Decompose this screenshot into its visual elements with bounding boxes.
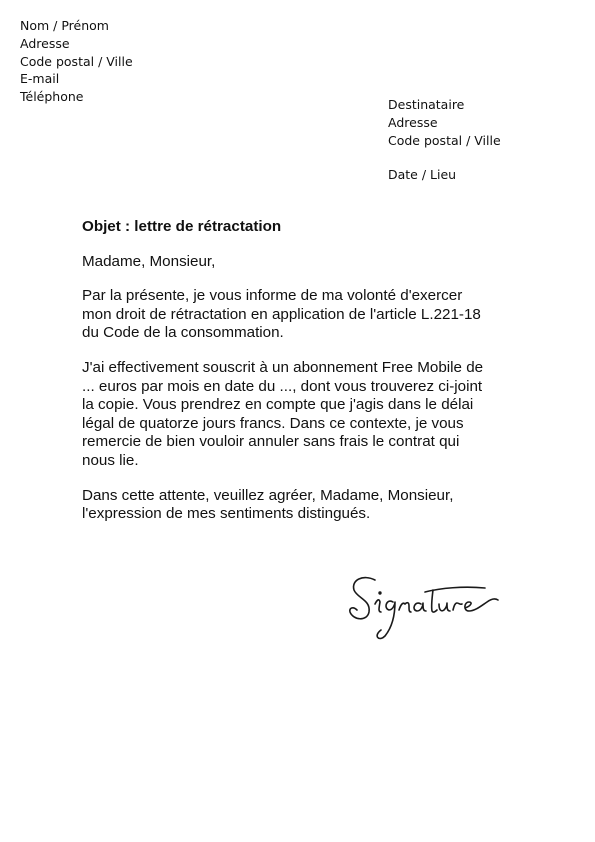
paragraph-line: Dans cette attente, veuillez agréer, Madame, Monsieur,	[82, 486, 454, 504]
recipient-block	[388, 96, 501, 149]
sender-postal-city: Code postal / Ville	[20, 53, 133, 69]
paragraph-line: nous lie.	[82, 451, 139, 469]
paragraph-line: la copie. Vous prendrez en compte que j'agis dans le délai	[82, 396, 474, 414]
paragraph-line: mon droit de rétractation en application de l'article L.221-18	[82, 305, 481, 323]
letter-body	[82, 218, 522, 540]
paragraph-line: légal de quatorze jours francs. Dans ce contexte, je vous	[82, 414, 464, 432]
salutation: Madame, Monsieur,	[82, 252, 216, 270]
paragraph-closing	[82, 487, 522, 524]
recipient-name: Destinataire	[388, 97, 465, 112]
sender-address: Adresse	[20, 35, 70, 51]
date-place: Date / Lieu	[388, 167, 457, 182]
paragraph-line: Par la présente, je vous informe de ma volonté d'exercer	[82, 287, 463, 305]
paragraph-line: du Code de la consommation.	[82, 324, 284, 342]
recipient-address: Adresse	[388, 114, 438, 130]
paragraph-subscription	[82, 359, 522, 471]
sender-block	[20, 17, 133, 106]
sender-name: Nom / Prénom	[20, 18, 109, 33]
sender-email: E-mail	[20, 71, 60, 87]
paragraph-line: l'expression de mes sentiments distingués.	[82, 505, 371, 523]
signature-image	[345, 568, 505, 643]
recipient-postal-city: Code postal / Ville	[388, 132, 501, 148]
paragraph-line: remercie de bien vouloir annuler sans frais le contrat qui	[82, 433, 460, 451]
paragraph-line: ... euros par mois en date du ..., dont vous trouverez ci-joint	[82, 377, 483, 395]
paragraph-line: J'ai effectivement souscrit à un abonnement Free Mobile de	[82, 358, 484, 376]
subject-line: Objet : lettre de rétractation	[82, 218, 282, 235]
sender-phone: Téléphone	[20, 89, 84, 105]
paragraph-intention	[82, 287, 522, 343]
